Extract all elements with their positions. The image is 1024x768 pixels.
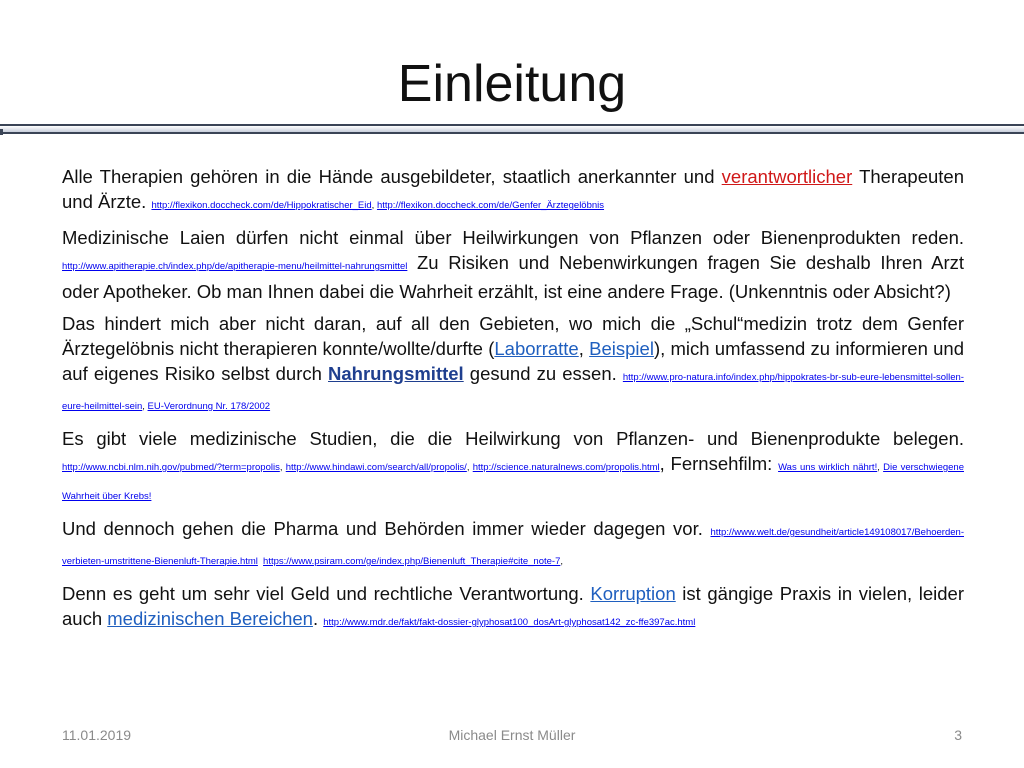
separator: ,: [877, 462, 884, 473]
link-genfer-aerztegeloebnis[interactable]: http://flexikon.doccheck.com/de/Genfer_Ärztegelöbnis: [376, 200, 605, 211]
link-beispiel[interactable]: Beispiel: [589, 338, 654, 359]
link-psiram-bienenluft[interactable]: https://www.psiram.com/ge/index.php/Bienenluft_Therapie#cite_note-7: [263, 556, 561, 567]
paragraph-text: ,: [578, 338, 590, 359]
separator: ,: [142, 401, 148, 412]
slide-body: [62, 164, 964, 642]
footer-author: Michael Ernst Müller: [448, 727, 576, 743]
paragraph-text: Und dennoch gehen die Pharma und Behörden immer wieder dagegen vor.: [62, 518, 711, 539]
link-nahrungsmittel[interactable]: Nahrungsmittel: [328, 363, 464, 384]
title-divider: [0, 124, 1024, 134]
paragraph-text: Das hindert mich aber nicht daran, auf all den Gebieten, wo mich die „Schul“medizin trotz dem Genfer Ärztegelöbnis nicht therapieren konnte/wollte/durfte (: [62, 313, 964, 359]
separator: ,: [371, 200, 377, 211]
paragraph-text: ), mich umfassend zu informieren und auf eigenes Risiko selbst durch: [62, 338, 965, 384]
paragraph-3: [62, 311, 964, 419]
paragraph-text: , Fernsehfilm:: [659, 453, 779, 474]
paragraph-text: Es gibt viele medizinische Studien, die die Heilwirkung von Pflanzen- und Bienenprodukte belegen.: [62, 428, 964, 449]
paragraph-6: [62, 581, 964, 635]
link-korruption[interactable]: Korruption: [590, 583, 676, 604]
link-verschwiegene-wahrheit[interactable]: Die verschwiegene Wahrheit über Krebs!: [62, 462, 964, 502]
link-medizinischen-bereichen[interactable]: medizinischen Bereichen: [107, 608, 313, 629]
paragraph-text: Alle Therapien gehören in die Hände ausgebildeter, staatlich anerkannter und: [62, 166, 722, 187]
paragraph-text: gesund zu essen.: [463, 363, 623, 384]
link-verantwortlicher[interactable]: verantwortlicher: [721, 166, 853, 187]
paragraph-text: Zu Risiken und Nebenwirkungen fragen Sie deshalb Ihren Arzt oder Apotheker. Ob man Ihnen dabei die Wahrheit erzählt, ist eine andere Frage. (Unkenntnis oder Absicht?): [62, 252, 964, 302]
paragraph-text: .: [312, 608, 324, 629]
link-mdr-glyphosat[interactable]: http://www.mdr.de/fakt/fakt-dossier-glyphosat100_dosArt-glyphosat142_zc-ffe397ac.html: [323, 617, 696, 628]
footer-page-number: 3: [954, 727, 962, 743]
paragraph-text: Medizinische Laien dürfen nicht einmal über Heilwirkungen von Pflanzen oder Bienenprodukten reden.: [62, 227, 964, 248]
paragraph-1: [62, 164, 964, 218]
slide-title: Einleitung: [397, 55, 627, 113]
link-naturalnews-propolis[interactable]: http://science.naturalnews.com/propolis.html: [472, 462, 660, 473]
link-hindawi-propolis[interactable]: http://www.hindawi.com/search/all/propolis/: [285, 462, 467, 473]
link-was-uns-wirklich-naehrt[interactable]: Was uns wirklich nährt!: [778, 462, 878, 473]
link-apitherapie[interactable]: http://www.apitherapie.ch/index.php/de/apitherapie-menu/heilmittel-nahrungsmittel: [62, 261, 408, 272]
separator: ,: [560, 556, 563, 567]
separator: ,: [466, 462, 473, 473]
separator: ,: [279, 462, 286, 473]
link-eu-verordnung[interactable]: EU-Verordnung Nr. 178/2002: [147, 401, 271, 412]
link-pro-natura[interactable]: http://www.pro-natura.info/index.php/hippokrates-br-sub-eure-lebensmittel-sollen-eure-heilmittel-sein: [62, 372, 964, 412]
paragraph-text: Therapeuten und Ärzte.: [62, 166, 964, 212]
paragraph-2: [62, 225, 964, 304]
paragraph-text: ist gängige Praxis in vielen, leider auch: [62, 583, 964, 629]
link-ncbi-propolis[interactable]: http://www.ncbi.nlm.nih.gov/pubmed/?term=propolis: [62, 462, 280, 473]
link-laborratte[interactable]: Laborratte: [494, 338, 579, 359]
paragraph-text: Denn es geht um sehr viel Geld und rechtliche Verantwortung.: [62, 583, 591, 604]
paragraph-4: [62, 426, 964, 509]
paragraph-5: [62, 516, 964, 574]
link-hippokratischer-eid[interactable]: http://flexikon.doccheck.com/de/Hippokratischer_Eid: [151, 200, 372, 211]
link-welt-bienenluft[interactable]: http://www.welt.de/gesundheit/article149108017/Behoerden-verbieten-umstrittene-Bienenluft-Therapie.html: [62, 527, 964, 567]
footer-date: 11.01.2019: [62, 727, 132, 743]
